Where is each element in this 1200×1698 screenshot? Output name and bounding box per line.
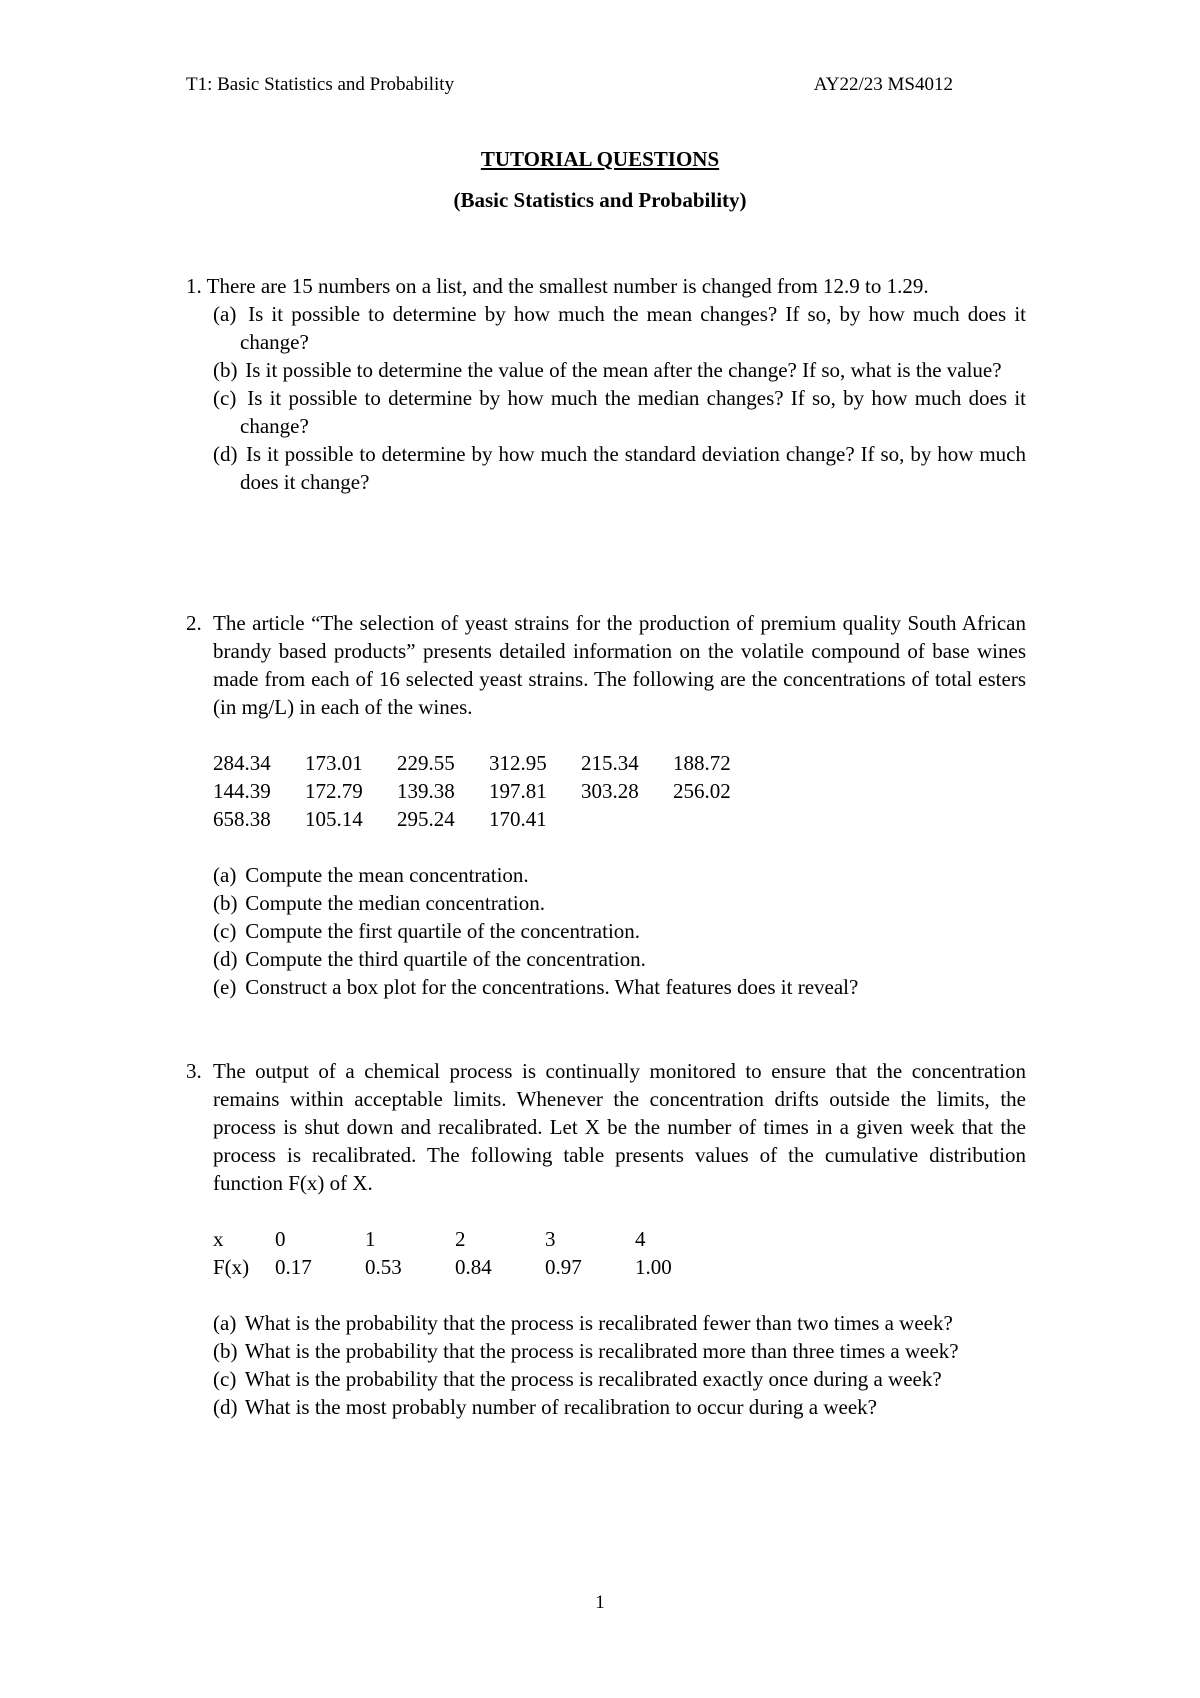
part-label: (c) (213, 919, 237, 943)
part-label: (c) (213, 386, 237, 410)
data-cell: 172.79 (305, 779, 363, 803)
cdf-f-value: 0.97 (545, 1255, 582, 1279)
question-3-part-d (213, 1393, 1026, 1421)
part-text: Is it possible to determine by how much the mean changes? If so, by how much does it change? (240, 302, 1026, 354)
question-2-part-b (213, 889, 1026, 917)
part-text: What is the most probably number of recalibration to occur during a week? (244, 1395, 877, 1419)
data-row (213, 805, 765, 833)
cdf-f-label: F(x) (213, 1255, 250, 1279)
part-text: What is the probability that the process is recalibrated fewer than two times a week? (244, 1311, 953, 1335)
question-2-part-e (213, 973, 1026, 1001)
part-text: Compute the mean concentration. (245, 863, 529, 887)
page-title: TUTORIAL QUESTIONS (480, 147, 720, 171)
part-text: What is the probability that the process is recalibrated more than three times a week? (244, 1339, 959, 1363)
question-2-number: 2. (186, 611, 202, 635)
question-2-part-c (213, 917, 1026, 945)
data-row (213, 749, 765, 777)
part-text: Compute the third quartile of the concentration. (245, 947, 646, 971)
data-cell: 105.14 (305, 807, 363, 831)
cdf-f-row (213, 1253, 725, 1281)
part-label: (d) (213, 947, 238, 971)
cdf-x-row (213, 1225, 725, 1253)
part-label: (a) (213, 863, 237, 887)
cdf-x-value: 1 (365, 1227, 376, 1251)
part-text: What is the probability that the process is recalibrated exactly once during a week? (244, 1367, 942, 1391)
header-course-title: T1: Basic Statistics and Probability (186, 74, 455, 95)
header-course-code: AY22/23 MS4012 (813, 74, 953, 95)
part-label: (d) (213, 442, 238, 466)
data-cell: 144.39 (213, 779, 271, 803)
data-cell: 295.24 (397, 807, 455, 831)
part-text: Is it possible to determine by how much the standard deviation change? If so, by how much does it change? (240, 442, 1026, 494)
question-3-text: The output of a chemical process is continually monitored to ensure that the concentration remains within acceptable limits. Whenever the concentration drifts outside the limits, the process is shut down and recalibrated. Let X be the number of times in a given week that the process is recalibrated. The following table presents values of the cumulative distribution function F(x) of X. (213, 1059, 1026, 1195)
cdf-x-value: 2 (455, 1227, 466, 1251)
part-label: (d) (213, 1395, 238, 1419)
question-1-part-b (213, 356, 1026, 384)
data-cell: 312.95 (489, 751, 547, 775)
part-label: (e) (213, 975, 237, 999)
cdf-x-value: 3 (545, 1227, 556, 1251)
question-1-part-a (213, 300, 1026, 356)
part-label: (b) (213, 1339, 238, 1363)
part-text: Compute the median concentration. (245, 891, 545, 915)
part-text: Construct a box plot for the concentrations. What features does it reveal? (245, 975, 859, 999)
data-cell: 188.72 (673, 751, 731, 775)
cdf-f-value: 0.84 (455, 1255, 492, 1279)
part-text: Is it possible to determine by how much the median changes? If so, by how much does it change? (240, 386, 1026, 438)
part-label: (b) (213, 891, 238, 915)
question-2-parts (213, 861, 1026, 1001)
page-subtitle: (Basic Statistics and Probability) (453, 188, 747, 212)
data-row (213, 777, 765, 805)
part-text: Compute the first quartile of the concentration. (245, 919, 641, 943)
part-label: (b) (213, 358, 238, 382)
data-cell: 256.02 (673, 779, 731, 803)
data-cell: 173.01 (305, 751, 363, 775)
question-1-text: 1. There are 15 numbers on a list, and the smallest number is changed from 12.9 to 1.29. (186, 274, 929, 298)
data-cell: 170.41 (489, 807, 547, 831)
question-3-part-c (213, 1365, 1026, 1393)
ester-data-table (213, 749, 765, 833)
part-label: (c) (213, 1367, 237, 1391)
cdf-f-value: 1.00 (635, 1255, 672, 1279)
cdf-table (213, 1225, 725, 1281)
question-3-part-b (213, 1337, 1026, 1365)
cdf-f-value: 0.53 (365, 1255, 402, 1279)
data-cell: 303.28 (581, 779, 639, 803)
part-label: (a) (213, 302, 237, 326)
data-cell: 139.38 (397, 779, 455, 803)
data-cell: 197.81 (489, 779, 547, 803)
cdf-x-value: 0 (275, 1227, 286, 1251)
question-2-part-a (213, 861, 1026, 889)
question-3-number: 3. (186, 1059, 202, 1083)
part-text: Is it possible to determine the value of the mean after the change? If so, what is the value? (245, 358, 1002, 382)
cdf-f-value: 0.17 (275, 1255, 312, 1279)
cdf-x-label: x (213, 1227, 224, 1251)
question-1-parts (213, 300, 1026, 496)
data-cell: 284.34 (213, 751, 271, 775)
question-1-part-c (213, 384, 1026, 440)
data-cell: 229.55 (397, 751, 455, 775)
question-2-text: The article “The selection of yeast strains for the production of premium quality South African brandy based products” presents detailed information on the volatile compound of base wines made from each of 16 selected yeast strains. The following are the concentrations of total esters (in mg/L) in each of the wines. (213, 611, 1026, 719)
question-1-part-d (213, 440, 1026, 496)
data-cell: 215.34 (581, 751, 639, 775)
question-2-part-d (213, 945, 1026, 973)
cdf-x-value: 4 (635, 1227, 646, 1251)
data-cell: 658.38 (213, 807, 271, 831)
question-3-parts (213, 1309, 1026, 1421)
page-number: 1 (595, 1592, 605, 1613)
question-3-part-a (213, 1309, 1026, 1337)
part-label: (a) (213, 1311, 237, 1335)
